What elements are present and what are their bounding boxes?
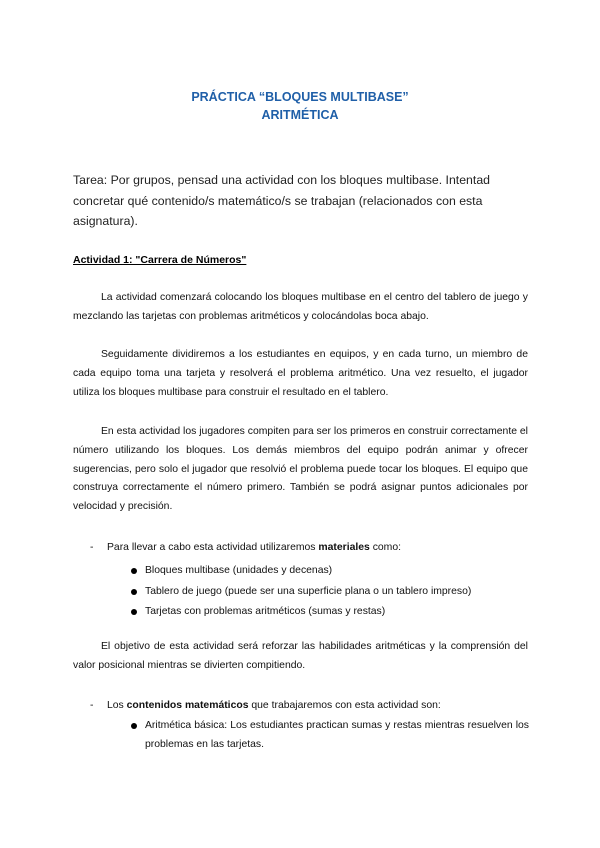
bullet-icon	[131, 609, 137, 615]
contents-suffix: que trabajaremos con esta actividad son:	[248, 700, 441, 711]
contents-item	[90, 698, 441, 714]
materials-item	[90, 540, 401, 556]
bullet-icon	[131, 568, 137, 574]
bullet-icon	[131, 589, 137, 595]
contents-bold: contenidos matemáticos	[126, 700, 249, 711]
contents-prefix: Los	[107, 700, 127, 711]
list-item	[131, 602, 531, 623]
paragraph-teams: Seguidamente dividiremos a los estudiantes en equipos, y en cada turno, un miembro de cada equipo toma una tarjeta y resolverá el problema aritmético. Una vez resuelto, el jugador utiliza los bloques multibase para construir el resultado en el tablero.	[73, 349, 528, 398]
document-subtitle: ARITMÉTICA	[261, 108, 339, 122]
list-item-text: Aritmética básica: Los estudiantes practican sumas y restas mientras resuelven los problemas en las tarjetas.	[145, 720, 529, 750]
paragraph-intro: La actividad comenzará colocando los bloques multibase en el centro del tablero de juego y mezclando las tarjetas con problemas aritméticos y colocándolas boca abajo.	[73, 292, 528, 322]
list-item	[131, 582, 531, 603]
task-paragraph: Tarea: Por grupos, pensad una actividad con los bloques multibase. Intentad concretar qué contenido/s matemático/s se trabajan (relacionados con esta asignatura).	[73, 173, 490, 228]
materials-suffix: como:	[369, 542, 401, 553]
materials-bold: materiales	[318, 542, 370, 553]
list-item	[131, 717, 531, 754]
list-dash: -	[90, 700, 94, 711]
list-item	[131, 561, 531, 582]
materials-prefix: Para llevar a cabo esta actividad utilizaremos	[107, 542, 319, 553]
materials-list	[131, 561, 531, 623]
list-dash: -	[90, 542, 94, 553]
list-item-text: Tarjetas con problemas aritméticos (sumas y restas)	[145, 606, 386, 617]
bullet-icon	[131, 723, 137, 729]
document-title: PRÁCTICA “BLOQUES MULTIBASE”	[191, 90, 409, 104]
list-item-text: Bloques multibase (unidades y decenas)	[145, 565, 333, 576]
list-item-text: Tablero de juego (puede ser una superficie plana o un tablero impreso)	[145, 585, 472, 597]
contents-list	[131, 717, 531, 754]
paragraph-objective: El objetivo de esta actividad será reforzar las habilidades aritméticas y la comprensión del valor posicional mientras se divierten compitiendo.	[73, 641, 528, 671]
activity-heading: Actividad 1: "Carrera de Números"	[73, 254, 247, 266]
paragraph-competition: En esta actividad los jugadores compiten para ser los primeros en construir correctamente el número utilizando los bloques. Los demás miembros del equipo podrán animar y ofrecer sugerencias, pero solo el jugador que resolvió el problema puede tocar los bloques. El equipo que construya correctamente el número primero. También se podrá asignar puntos adicionales por velocidad y precisión.	[73, 426, 528, 513]
